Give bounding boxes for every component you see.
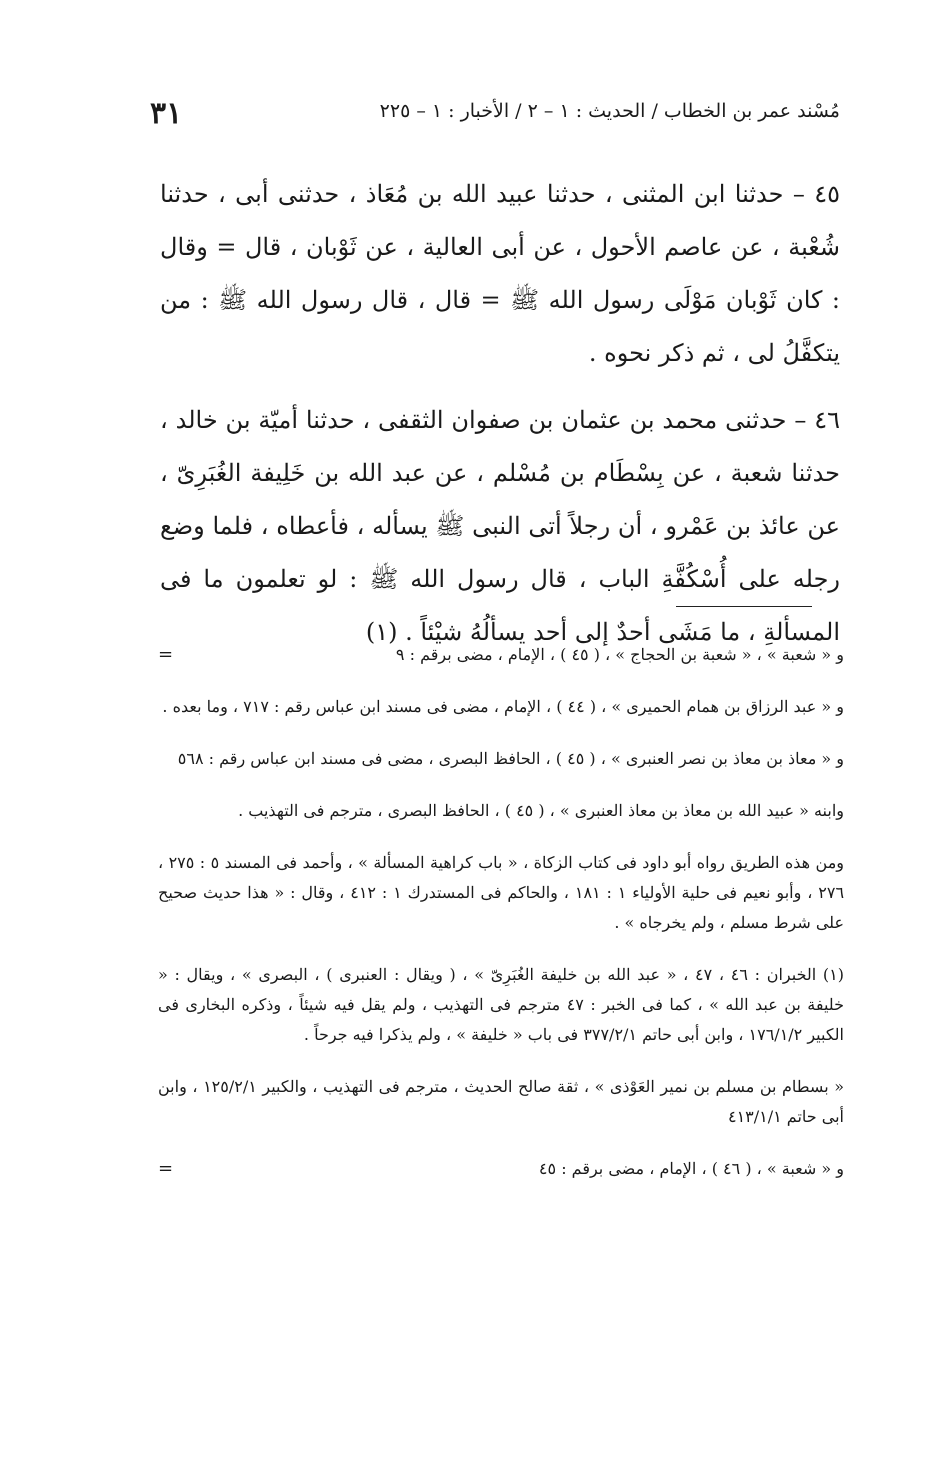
footnotes [158,640,844,1206]
running-title: مُسْند عمر بن الخطاب / الحديث : ١ – ٢ / الأخبار : ١ – ٢٢٥ [379,100,840,122]
footnote-shuba [158,640,844,670]
page-number: ٣١ [150,96,183,131]
footnote-text: و « شعبة » ، ( ٤٦ ) ، الإمام ، مضى برقم : ٤٥ [538,1159,844,1178]
footnote-ubaydullah: وابنه « عبيد الله بن معاذ بن معاذ العنبرى » ، ( ٤٥ ) ، الحافظ البصرى ، مترجم فى التهذيب . [238,801,844,820]
footnote-text: و « شعبة » ، « شعبة بن الحجاج » ، ( ٤٥ ) ، الإمام ، مضى برقم : ٩ [395,645,844,664]
page-header [150,96,840,136]
footnote-sources: ومن هذه الطريق رواه أبو داود فى كتاب الزكاة ، « باب كراهية المسألة » ، وأحمد فى المسند ٥ : ٢٧٥ ، ٢٧٦ ، وأبو نعيم فى حلية الأولياء ١ : ١٨١ ، والحاكم فى المستدرك ١ : ٤١٢ ، وقال : « هذا حديث صحيح على شرط مسلم ، ولم يخرجاه » . [158,853,845,932]
continuation-marker: = [158,1158,174,1179]
footnote-muadh: و « معاذ بن معاذ بن نصر العنبرى » ، ( ٤٥ ) ، الحافظ البصرى ، مضى فى مسند ابن عباس رقم : ٥٦٨ [177,749,844,768]
continuation-marker: = [158,644,174,665]
footnote-bistam: « بسطام بن مسلم بن نمير العَوْذى » ، ثقة صالح الحديث ، مترجم فى التهذيب ، والكبير ١٢٥/٢/١ ، وابن أبى حاتم ٤١٣/١/١ [158,1077,845,1126]
footnote-abdurrazzaq: و « عبد الرزاق بن همام الحميرى » ، ( ٤٤ ) ، الإمام ، مضى فى مسند ابن عباس رقم : ٧١٧ ، وما بعده . [162,697,844,716]
footnote-separator [676,606,812,607]
footnote-shuba-46 [158,1154,844,1184]
hadith-45: ٤٥ – حدثنا ابن المثنى ، حدثنا عبيد الله بن مُعَاذ ، حدثنى أبى ، حدثنا شُعْبة ، عن عاصم الأحول ، عن أبى العالية ، عن ثَوْبان ، قال = وقال : كان ثَوْبان مَوْلَى رسول الله ﷺ = قال ، قال رسول الله ﷺ : من يتكفَّلُ لى ، ثم ذكر نحوه . [160,180,840,367]
main-text [160,168,840,673]
hadith-46: ٤٦ – حدثنى محمد بن عثمان بن صفوان الثقفى ، حدثنا أميّة بن خالد ، حدثنا شعبة ، عن بِسْطَام بن مُسْلم ، عن عبد الله بن خَلِيفة الغُبَرِىّ ، عن عائذ بن عَمْرو ، أن رجلاً أتى النبى ﷺ يسأله ، فأعطاه ، فلما وضع رجله على أُسْكُفَّةِ الباب ، قال رسول الله ﷺ : لو تعلمون ما فى المسألةِ ، ما مَشَى أحدٌ إلى أحد يسألُهُ شيْئاً . (١) [160,406,841,646]
footnote-1: (١) الخبران : ٤٦ ، ٤٧ ، « عبد الله بن خليفة الغُبَرِىّ » ، ( ويقال : العنبرى ) ، البصرى » ، ويقال : « خليفة بن عبد الله » ، كما فى الخبر : ٤٧ مترجم فى التهذيب ، ولم يقل فيه شيئاً ، وذكره البخارى فى الكبير ١٧٦/١/٢ ، وابن أبى حاتم ٣٧٧/٢/١ فى باب « خليفة » ، ولم يذكرا فيه جرحاً . [158,965,844,1044]
